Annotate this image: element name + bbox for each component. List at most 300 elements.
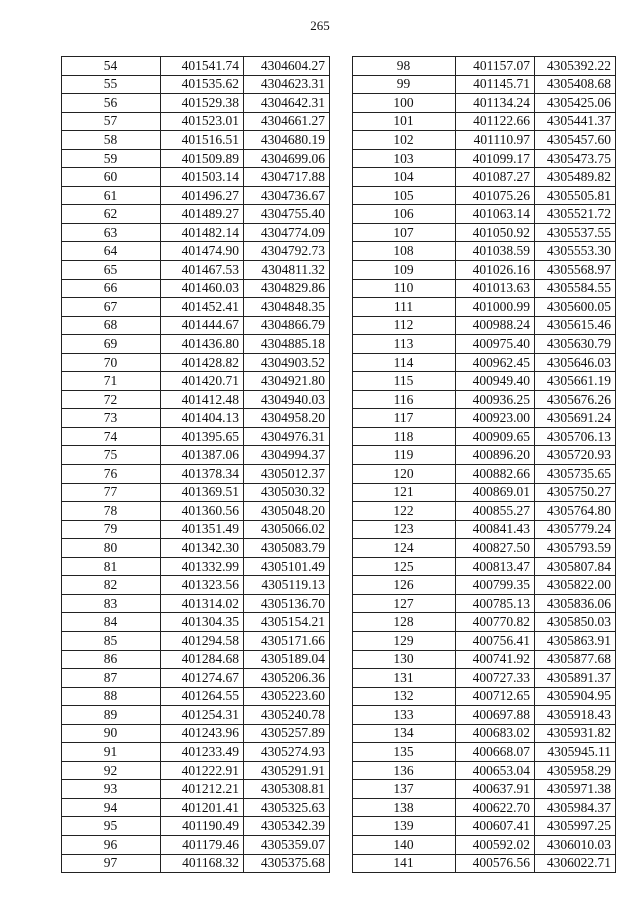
point-number-cell: 113: [353, 335, 456, 354]
x-coordinate-cell: 401087.27: [456, 168, 535, 187]
point-number-cell: 59: [62, 149, 161, 168]
y-coordinate-cell: 4305646.03: [535, 353, 616, 372]
x-coordinate-cell: 400896.20: [456, 446, 535, 465]
y-coordinate-cell: 4305793.59: [535, 539, 616, 558]
x-coordinate-cell: 401529.38: [161, 94, 244, 113]
point-number-cell: 140: [353, 835, 456, 854]
y-coordinate-cell: 4305457.60: [535, 131, 616, 150]
table-row: [62, 223, 330, 242]
point-number-cell: 121: [353, 483, 456, 502]
y-coordinate-cell: 4306010.03: [535, 835, 616, 854]
table-row: [353, 687, 616, 706]
point-number-cell: 87: [62, 669, 161, 688]
table-row: [62, 724, 330, 743]
table-row: [353, 131, 616, 150]
x-coordinate-cell: 401000.99: [456, 298, 535, 317]
point-number-cell: 110: [353, 279, 456, 298]
y-coordinate-cell: 4305119.13: [244, 576, 330, 595]
table-row: [353, 242, 616, 261]
y-coordinate-cell: 4305083.79: [244, 539, 330, 558]
table-row: [62, 168, 330, 187]
y-coordinate-cell: 4304958.20: [244, 409, 330, 428]
point-number-cell: 122: [353, 502, 456, 521]
x-coordinate-cell: 401134.24: [456, 94, 535, 113]
table-row: [62, 465, 330, 484]
coordinate-table-right: [352, 56, 616, 873]
point-number-cell: 104: [353, 168, 456, 187]
y-coordinate-cell: 4304736.67: [244, 186, 330, 205]
point-number-cell: 93: [62, 780, 161, 799]
y-coordinate-cell: 4305408.68: [535, 75, 616, 94]
point-number-cell: 125: [353, 557, 456, 576]
point-number-cell: 67: [62, 298, 161, 317]
table-row: [353, 261, 616, 280]
table-row: [353, 112, 616, 131]
y-coordinate-cell: 4305779.24: [535, 520, 616, 539]
y-coordinate-cell: 4305997.25: [535, 817, 616, 836]
y-coordinate-cell: 4305048.20: [244, 502, 330, 521]
y-coordinate-cell: 4304885.18: [244, 335, 330, 354]
table-row: [62, 835, 330, 854]
y-coordinate-cell: 4304699.06: [244, 149, 330, 168]
coordinate-table-left-body: [62, 57, 330, 873]
point-number-cell: 97: [62, 854, 161, 873]
point-number-cell: 68: [62, 316, 161, 335]
table-row: [353, 186, 616, 205]
table-row: [353, 817, 616, 836]
y-coordinate-cell: 4305223.60: [244, 687, 330, 706]
table-row: [62, 372, 330, 391]
point-number-cell: 66: [62, 279, 161, 298]
table-row: [62, 817, 330, 836]
x-coordinate-cell: 401201.41: [161, 798, 244, 817]
x-coordinate-cell: 400909.65: [456, 427, 535, 446]
point-number-cell: 77: [62, 483, 161, 502]
table-row: [62, 279, 330, 298]
point-number-cell: 63: [62, 223, 161, 242]
point-number-cell: 83: [62, 594, 161, 613]
table-row: [353, 539, 616, 558]
x-coordinate-cell: 401243.96: [161, 724, 244, 743]
x-coordinate-cell: 401110.97: [456, 131, 535, 150]
coordinate-table-right-body: [353, 57, 616, 873]
point-number-cell: 115: [353, 372, 456, 391]
point-number-cell: 100: [353, 94, 456, 113]
y-coordinate-cell: 4304848.35: [244, 298, 330, 317]
x-coordinate-cell: 400697.88: [456, 706, 535, 725]
y-coordinate-cell: 4305600.05: [535, 298, 616, 317]
point-number-cell: 136: [353, 761, 456, 780]
point-number-cell: 54: [62, 57, 161, 76]
table-row: [353, 854, 616, 873]
point-number-cell: 116: [353, 390, 456, 409]
point-number-cell: 78: [62, 502, 161, 521]
x-coordinate-cell: 400756.41: [456, 631, 535, 650]
table-row: [62, 335, 330, 354]
y-coordinate-cell: 4305375.68: [244, 854, 330, 873]
y-coordinate-cell: 4304774.09: [244, 223, 330, 242]
x-coordinate-cell: 401063.14: [456, 205, 535, 224]
point-number-cell: 91: [62, 743, 161, 762]
table-row: [62, 205, 330, 224]
table-row: [353, 427, 616, 446]
y-coordinate-cell: 4305850.03: [535, 613, 616, 632]
y-coordinate-cell: 4304903.52: [244, 353, 330, 372]
y-coordinate-cell: 4305676.26: [535, 390, 616, 409]
y-coordinate-cell: 4305918.43: [535, 706, 616, 725]
page-number: 265: [310, 18, 330, 33]
table-row: [62, 576, 330, 595]
x-coordinate-cell: 401168.32: [161, 854, 244, 873]
point-number-cell: 120: [353, 465, 456, 484]
x-coordinate-cell: 400855.27: [456, 502, 535, 521]
x-coordinate-cell: 401157.07: [456, 57, 535, 76]
table-row: [353, 706, 616, 725]
x-coordinate-cell: 400770.82: [456, 613, 535, 632]
table-row: [353, 502, 616, 521]
y-coordinate-cell: 4305750.27: [535, 483, 616, 502]
y-coordinate-cell: 4304866.79: [244, 316, 330, 335]
y-coordinate-cell: 4305325.63: [244, 798, 330, 817]
table-row: [62, 706, 330, 725]
point-number-cell: 99: [353, 75, 456, 94]
y-coordinate-cell: 4305342.39: [244, 817, 330, 836]
x-coordinate-cell: 400827.50: [456, 539, 535, 558]
y-coordinate-cell: 4304661.27: [244, 112, 330, 131]
y-coordinate-cell: 4304680.19: [244, 131, 330, 150]
table-row: [353, 316, 616, 335]
y-coordinate-cell: 4305171.66: [244, 631, 330, 650]
table-row: [62, 631, 330, 650]
x-coordinate-cell: 401482.14: [161, 223, 244, 242]
y-coordinate-cell: 4305971.38: [535, 780, 616, 799]
y-coordinate-cell: 4305521.72: [535, 205, 616, 224]
table-row: [62, 650, 330, 669]
table-row: [62, 743, 330, 762]
x-coordinate-cell: 401013.63: [456, 279, 535, 298]
x-coordinate-cell: 401179.46: [161, 835, 244, 854]
x-coordinate-cell: 401212.21: [161, 780, 244, 799]
table-row: [353, 409, 616, 428]
y-coordinate-cell: 4304829.86: [244, 279, 330, 298]
point-number-cell: 107: [353, 223, 456, 242]
x-coordinate-cell: 401323.56: [161, 576, 244, 595]
y-coordinate-cell: 4305206.36: [244, 669, 330, 688]
y-coordinate-cell: 4305101.49: [244, 557, 330, 576]
x-coordinate-cell: 401190.49: [161, 817, 244, 836]
y-coordinate-cell: 4305891.37: [535, 669, 616, 688]
table-row: [353, 631, 616, 650]
y-coordinate-cell: 4304792.73: [244, 242, 330, 261]
point-number-cell: 92: [62, 761, 161, 780]
point-number-cell: 138: [353, 798, 456, 817]
table-row: [353, 835, 616, 854]
table-row: [62, 94, 330, 113]
point-number-cell: 111: [353, 298, 456, 317]
y-coordinate-cell: 4305735.65: [535, 465, 616, 484]
x-coordinate-cell: 401395.65: [161, 427, 244, 446]
x-coordinate-cell: 401304.35: [161, 613, 244, 632]
y-coordinate-cell: 4305822.00: [535, 576, 616, 595]
y-coordinate-cell: 4305030.32: [244, 483, 330, 502]
y-coordinate-cell: 4304994.37: [244, 446, 330, 465]
table-row: [62, 669, 330, 688]
y-coordinate-cell: 4305553.30: [535, 242, 616, 261]
point-number-cell: 127: [353, 594, 456, 613]
point-number-cell: 80: [62, 539, 161, 558]
point-number-cell: 124: [353, 539, 456, 558]
y-coordinate-cell: 4304940.03: [244, 390, 330, 409]
table-row: [353, 724, 616, 743]
table-row: [62, 409, 330, 428]
x-coordinate-cell: 401254.31: [161, 706, 244, 725]
x-coordinate-cell: 400637.91: [456, 780, 535, 799]
table-row: [62, 798, 330, 817]
y-coordinate-cell: 4305691.24: [535, 409, 616, 428]
point-number-cell: 75: [62, 446, 161, 465]
y-coordinate-cell: 4305505.81: [535, 186, 616, 205]
point-number-cell: 58: [62, 131, 161, 150]
y-coordinate-cell: 4305863.91: [535, 631, 616, 650]
table-row: [62, 242, 330, 261]
point-number-cell: 117: [353, 409, 456, 428]
table-row: [62, 353, 330, 372]
y-coordinate-cell: 4305630.79: [535, 335, 616, 354]
x-coordinate-cell: 401509.89: [161, 149, 244, 168]
point-number-cell: 85: [62, 631, 161, 650]
y-coordinate-cell: 4305392.22: [535, 57, 616, 76]
table-row: [353, 613, 616, 632]
y-coordinate-cell: 4305904.95: [535, 687, 616, 706]
point-number-cell: 103: [353, 149, 456, 168]
point-number-cell: 65: [62, 261, 161, 280]
y-coordinate-cell: 4305154.21: [244, 613, 330, 632]
x-coordinate-cell: 401489.27: [161, 205, 244, 224]
point-number-cell: 109: [353, 261, 456, 280]
y-coordinate-cell: 4305807.84: [535, 557, 616, 576]
y-coordinate-cell: 4305615.46: [535, 316, 616, 335]
table-row: [353, 446, 616, 465]
table-row: [62, 75, 330, 94]
y-coordinate-cell: 4305931.82: [535, 724, 616, 743]
point-number-cell: 108: [353, 242, 456, 261]
point-number-cell: 130: [353, 650, 456, 669]
point-number-cell: 89: [62, 706, 161, 725]
point-number-cell: 135: [353, 743, 456, 762]
x-coordinate-cell: 401222.91: [161, 761, 244, 780]
point-number-cell: 69: [62, 335, 161, 354]
x-coordinate-cell: 400923.00: [456, 409, 535, 428]
y-coordinate-cell: 4305308.81: [244, 780, 330, 799]
point-number-cell: 74: [62, 427, 161, 446]
point-number-cell: 105: [353, 186, 456, 205]
point-number-cell: 131: [353, 669, 456, 688]
table-row: [62, 483, 330, 502]
table-row: [353, 798, 616, 817]
table-row: [62, 502, 330, 521]
point-number-cell: 64: [62, 242, 161, 261]
x-coordinate-cell: 400607.41: [456, 817, 535, 836]
x-coordinate-cell: 400668.07: [456, 743, 535, 762]
table-row: [353, 223, 616, 242]
table-row: [353, 75, 616, 94]
table-row: [353, 483, 616, 502]
x-coordinate-cell: 401474.90: [161, 242, 244, 261]
x-coordinate-cell: 401404.13: [161, 409, 244, 428]
table-row: [353, 390, 616, 409]
point-number-cell: 123: [353, 520, 456, 539]
table-row: [353, 168, 616, 187]
point-number-cell: 114: [353, 353, 456, 372]
table-row: [353, 298, 616, 317]
point-number-cell: 98: [353, 57, 456, 76]
x-coordinate-cell: 401314.02: [161, 594, 244, 613]
point-number-cell: 132: [353, 687, 456, 706]
y-coordinate-cell: 4304642.31: [244, 94, 330, 113]
point-number-cell: 128: [353, 613, 456, 632]
x-coordinate-cell: 401503.14: [161, 168, 244, 187]
point-number-cell: 94: [62, 798, 161, 817]
point-number-cell: 56: [62, 94, 161, 113]
point-number-cell: 62: [62, 205, 161, 224]
y-coordinate-cell: 4305706.13: [535, 427, 616, 446]
y-coordinate-cell: 4305274.93: [244, 743, 330, 762]
table-row: [62, 390, 330, 409]
table-row: [353, 279, 616, 298]
table-row: [353, 57, 616, 76]
x-coordinate-cell: 400622.70: [456, 798, 535, 817]
table-row: [62, 557, 330, 576]
y-coordinate-cell: 4305136.70: [244, 594, 330, 613]
point-number-cell: 95: [62, 817, 161, 836]
x-coordinate-cell: 401050.92: [456, 223, 535, 242]
y-coordinate-cell: 4305877.68: [535, 650, 616, 669]
x-coordinate-cell: 401387.06: [161, 446, 244, 465]
point-number-cell: 106: [353, 205, 456, 224]
point-number-cell: 129: [353, 631, 456, 650]
x-coordinate-cell: 400799.35: [456, 576, 535, 595]
x-coordinate-cell: 401233.49: [161, 743, 244, 762]
x-coordinate-cell: 400841.43: [456, 520, 535, 539]
coordinate-table-left: [61, 56, 330, 873]
table-row: [353, 780, 616, 799]
x-coordinate-cell: 401436.80: [161, 335, 244, 354]
x-coordinate-cell: 400936.25: [456, 390, 535, 409]
y-coordinate-cell: 4305012.37: [244, 465, 330, 484]
x-coordinate-cell: 401516.51: [161, 131, 244, 150]
point-number-cell: 61: [62, 186, 161, 205]
point-number-cell: 81: [62, 557, 161, 576]
x-coordinate-cell: 400653.04: [456, 761, 535, 780]
table-row: [62, 446, 330, 465]
y-coordinate-cell: 4305441.37: [535, 112, 616, 131]
y-coordinate-cell: 4305958.29: [535, 761, 616, 780]
x-coordinate-cell: 401075.26: [456, 186, 535, 205]
x-coordinate-cell: 400576.56: [456, 854, 535, 873]
x-coordinate-cell: 401294.58: [161, 631, 244, 650]
x-coordinate-cell: 401274.67: [161, 669, 244, 688]
point-number-cell: 118: [353, 427, 456, 446]
table-row: [62, 131, 330, 150]
y-coordinate-cell: 4304976.31: [244, 427, 330, 446]
y-coordinate-cell: 4304811.32: [244, 261, 330, 280]
x-coordinate-cell: 400949.40: [456, 372, 535, 391]
table-row: [62, 149, 330, 168]
x-coordinate-cell: 400785.13: [456, 594, 535, 613]
x-coordinate-cell: 401444.67: [161, 316, 244, 335]
table-row: [353, 650, 616, 669]
table-row: [62, 427, 330, 446]
x-coordinate-cell: 401460.03: [161, 279, 244, 298]
x-coordinate-cell: 401332.99: [161, 557, 244, 576]
x-coordinate-cell: 401452.41: [161, 298, 244, 317]
y-coordinate-cell: 4305836.06: [535, 594, 616, 613]
x-coordinate-cell: 400975.40: [456, 335, 535, 354]
x-coordinate-cell: 401523.01: [161, 112, 244, 131]
x-coordinate-cell: 401535.62: [161, 75, 244, 94]
point-number-cell: 126: [353, 576, 456, 595]
y-coordinate-cell: 4305489.82: [535, 168, 616, 187]
x-coordinate-cell: 401420.71: [161, 372, 244, 391]
y-coordinate-cell: 4305425.06: [535, 94, 616, 113]
x-coordinate-cell: 400882.66: [456, 465, 535, 484]
point-number-cell: 102: [353, 131, 456, 150]
y-coordinate-cell: 4305066.02: [244, 520, 330, 539]
table-row: [353, 149, 616, 168]
table-row: [62, 594, 330, 613]
point-number-cell: 90: [62, 724, 161, 743]
x-coordinate-cell: 401467.53: [161, 261, 244, 280]
point-number-cell: 73: [62, 409, 161, 428]
x-coordinate-cell: 400592.02: [456, 835, 535, 854]
table-row: [62, 613, 330, 632]
table-row: [353, 205, 616, 224]
table-row: [62, 520, 330, 539]
table-row: [62, 186, 330, 205]
y-coordinate-cell: 4305240.78: [244, 706, 330, 725]
x-coordinate-cell: 401099.17: [456, 149, 535, 168]
table-row: [62, 780, 330, 799]
table-row: [353, 761, 616, 780]
x-coordinate-cell: 400869.01: [456, 483, 535, 502]
x-coordinate-cell: 401412.48: [161, 390, 244, 409]
y-coordinate-cell: 4305568.97: [535, 261, 616, 280]
point-number-cell: 84: [62, 613, 161, 632]
x-coordinate-cell: 400988.24: [456, 316, 535, 335]
x-coordinate-cell: 401264.55: [161, 687, 244, 706]
table-row: [62, 298, 330, 317]
y-coordinate-cell: 4305473.75: [535, 149, 616, 168]
point-number-cell: 119: [353, 446, 456, 465]
y-coordinate-cell: 4304755.40: [244, 205, 330, 224]
table-row: [62, 261, 330, 280]
x-coordinate-cell: 400813.47: [456, 557, 535, 576]
y-coordinate-cell: 4304717.88: [244, 168, 330, 187]
y-coordinate-cell: 4304921.80: [244, 372, 330, 391]
x-coordinate-cell: 401369.51: [161, 483, 244, 502]
table-row: [353, 465, 616, 484]
x-coordinate-cell: 400741.92: [456, 650, 535, 669]
y-coordinate-cell: 4305291.91: [244, 761, 330, 780]
x-coordinate-cell: 400683.02: [456, 724, 535, 743]
point-number-cell: 55: [62, 75, 161, 94]
y-coordinate-cell: 4305720.93: [535, 446, 616, 465]
point-number-cell: 60: [62, 168, 161, 187]
point-number-cell: 79: [62, 520, 161, 539]
table-row: [353, 94, 616, 113]
y-coordinate-cell: 4305584.55: [535, 279, 616, 298]
y-coordinate-cell: 4305359.07: [244, 835, 330, 854]
